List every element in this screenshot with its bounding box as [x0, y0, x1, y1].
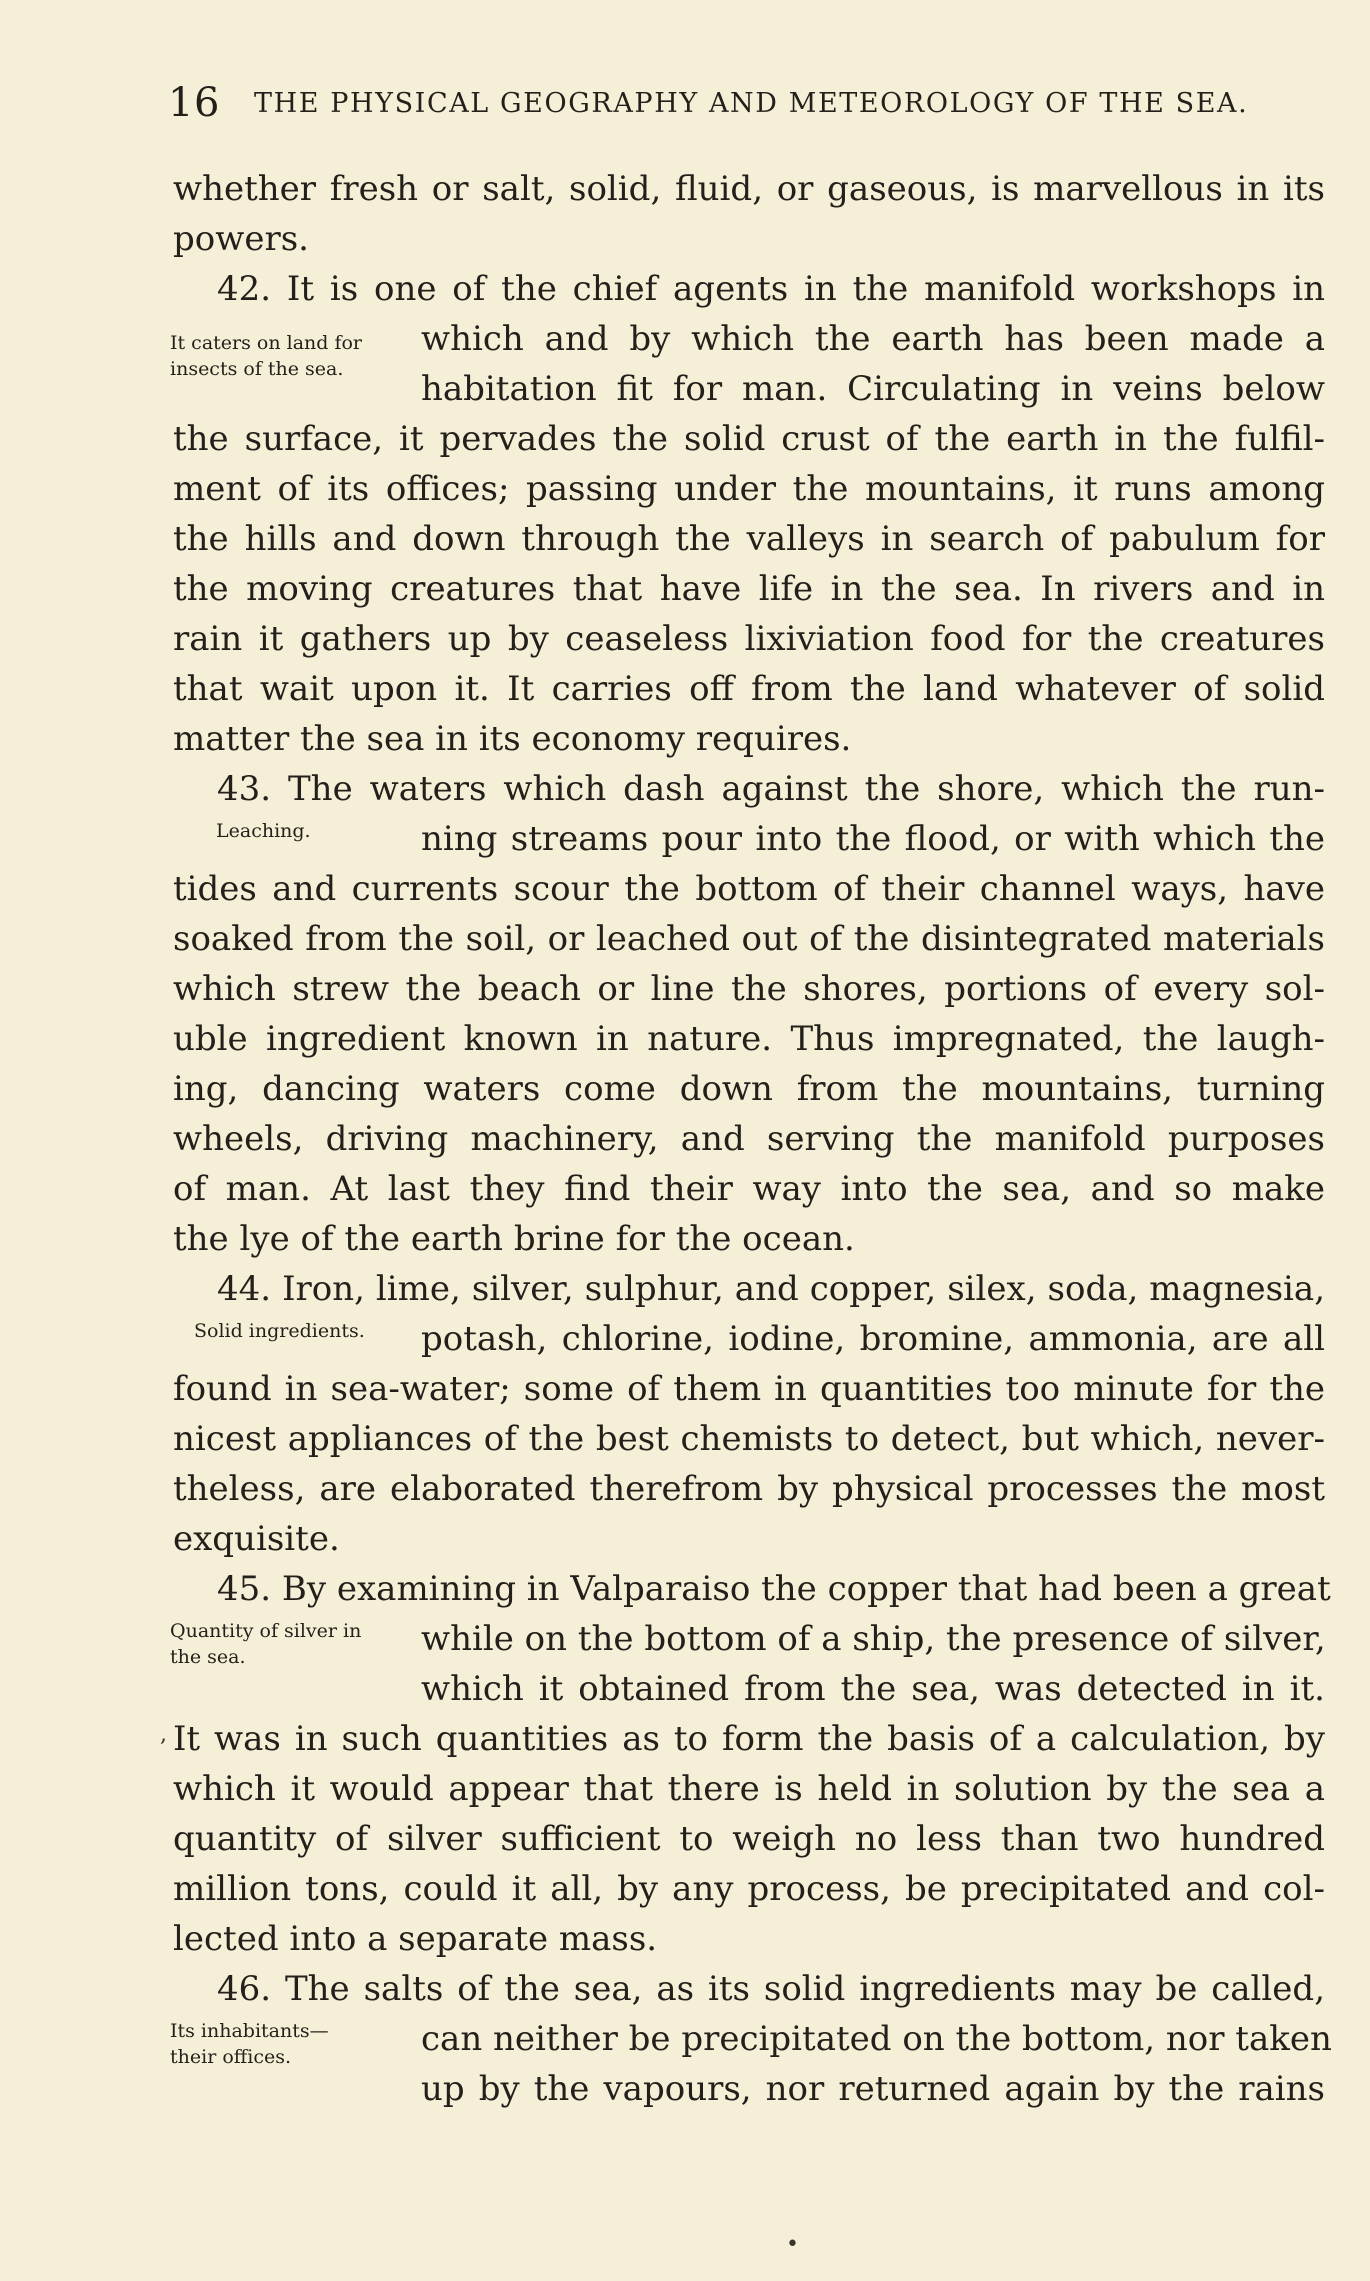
margin-note-line: the sea. — [170, 1646, 246, 1668]
text-line: nicest appliances of the best chemists to detect, but which, never- — [173, 1419, 1325, 1459]
text-line: tides and currents scour the bottom of their channel ways, have — [173, 869, 1325, 909]
text-line: that wait upon it. It carries off from the land whatever of solid — [173, 669, 1325, 709]
text-line: of man. At last they find their way into the sea, and so make — [173, 1169, 1325, 1209]
paragraph-start-44: 44. Iron, lime, silver, sulphur, and copper, silex, soda, magnesia, — [217, 1269, 1325, 1309]
text-line: matter the sea in its economy requires. — [173, 719, 852, 759]
margin-note-line: Leaching. — [216, 820, 311, 842]
text-line: soaked from the soil, or leached out of the disintegrated materials — [173, 919, 1325, 959]
text-line: quantity of silver sufficient to weigh no less than two hundred — [173, 1819, 1325, 1859]
text-line: potash, chlorine, iodine, bromine, ammonia, are all — [421, 1319, 1325, 1359]
text-line: the moving creatures that have life in the sea. In rivers and in — [173, 569, 1325, 609]
text-line: ment of its offices; passing under the mountains, it runs among — [173, 469, 1325, 509]
text-line: wheels, driving machinery, and serving the manifold purposes — [173, 1119, 1325, 1159]
text-line: found in sea-water; some of them in quantities too minute for the — [173, 1369, 1325, 1409]
margin-note-line: insects of the sea. — [170, 358, 344, 380]
stray-comma-mark: , — [160, 1722, 167, 1747]
text-line: It was in such quantities as to form the basis of a calculation, by — [173, 1719, 1325, 1759]
margin-note-line: Quantity of silver in — [170, 1620, 362, 1642]
text-line: the lye of the earth brine for the ocean. — [173, 1219, 855, 1259]
margin-note-line: Solid ingredients. — [194, 1320, 365, 1342]
text-line: exquisite. — [173, 1519, 340, 1559]
text-line: habitation fit for man. Circulating in veins below — [421, 369, 1325, 409]
text-line: theless, are elaborated therefrom by physical processes the most — [173, 1469, 1325, 1509]
text-line: which strew the beach or line the shores, portions of every sol- — [173, 969, 1325, 1009]
text-line: rain it gathers up by ceaseless lixiviation food for the creatures — [173, 619, 1325, 659]
running-title: THE PHYSICAL GEOGRAPHY AND METEOROLOGY OF THE SEA. — [254, 88, 1249, 119]
text-line: lected into a separate mass. — [173, 1919, 658, 1959]
text-line: the surface, it pervades the solid crust of the earth in the fulfil- — [173, 419, 1325, 459]
text-line: the hills and down through the valleys in search of pabulum for — [173, 519, 1325, 559]
text-line: powers. — [173, 219, 309, 259]
text-line: which it obtained from the sea, was detected in it. — [421, 1669, 1325, 1709]
text-line: million tons, could it all, by any process, be precipitated and col- — [173, 1869, 1325, 1909]
margin-note-line: It caters on land for — [170, 332, 363, 354]
text-line: uble ingredient known in nature. Thus impregnated, the laugh- — [173, 1019, 1325, 1059]
text-line: which and by which the earth has been made a — [421, 319, 1325, 359]
text-line: up by the vapours, nor returned again by the rains — [421, 2069, 1325, 2109]
text-line: whether fresh or salt, solid, fluid, or gaseous, is marvellous in its — [173, 169, 1325, 209]
text-line: ning streams pour into the flood, or with which the — [421, 819, 1325, 859]
stray-dot-mark: • — [786, 2232, 799, 2257]
text-line: while on the bottom of a ship, the presence of silver, — [421, 1619, 1326, 1659]
paragraph-start-45: 45. By examining in Valparaiso the copper that had been a great — [217, 1569, 1331, 1609]
margin-note-line: Its inhabitants— — [170, 2020, 329, 2042]
text-line: which it would appear that there is held in solution by the sea a — [173, 1769, 1325, 1809]
margin-note-silver — [170, 1618, 410, 1670]
paragraph-start-46: 46. The salts of the sea, as its solid ingredients may be called, — [217, 1969, 1325, 2009]
margin-note-solid-ingredients — [194, 1318, 434, 1344]
text-line: can neither be precipitated on the bottom, nor taken — [421, 2019, 1332, 2059]
text-line: ing, dancing waters come down from the mountains, turning — [173, 1069, 1325, 1109]
running-head — [168, 80, 1248, 130]
paragraph-start-42: 42. It is one of the chief agents in the manifold workshops in — [217, 269, 1325, 309]
margin-note-inhabitants — [170, 2018, 410, 2070]
margin-note-line: their offices. — [170, 2046, 292, 2068]
page-number: 16 — [168, 80, 220, 126]
margin-note-leaching — [216, 818, 456, 844]
margin-note-insects — [170, 330, 410, 382]
paragraph-start-43: 43. The waters which dash against the shore, which the run- — [217, 769, 1325, 809]
